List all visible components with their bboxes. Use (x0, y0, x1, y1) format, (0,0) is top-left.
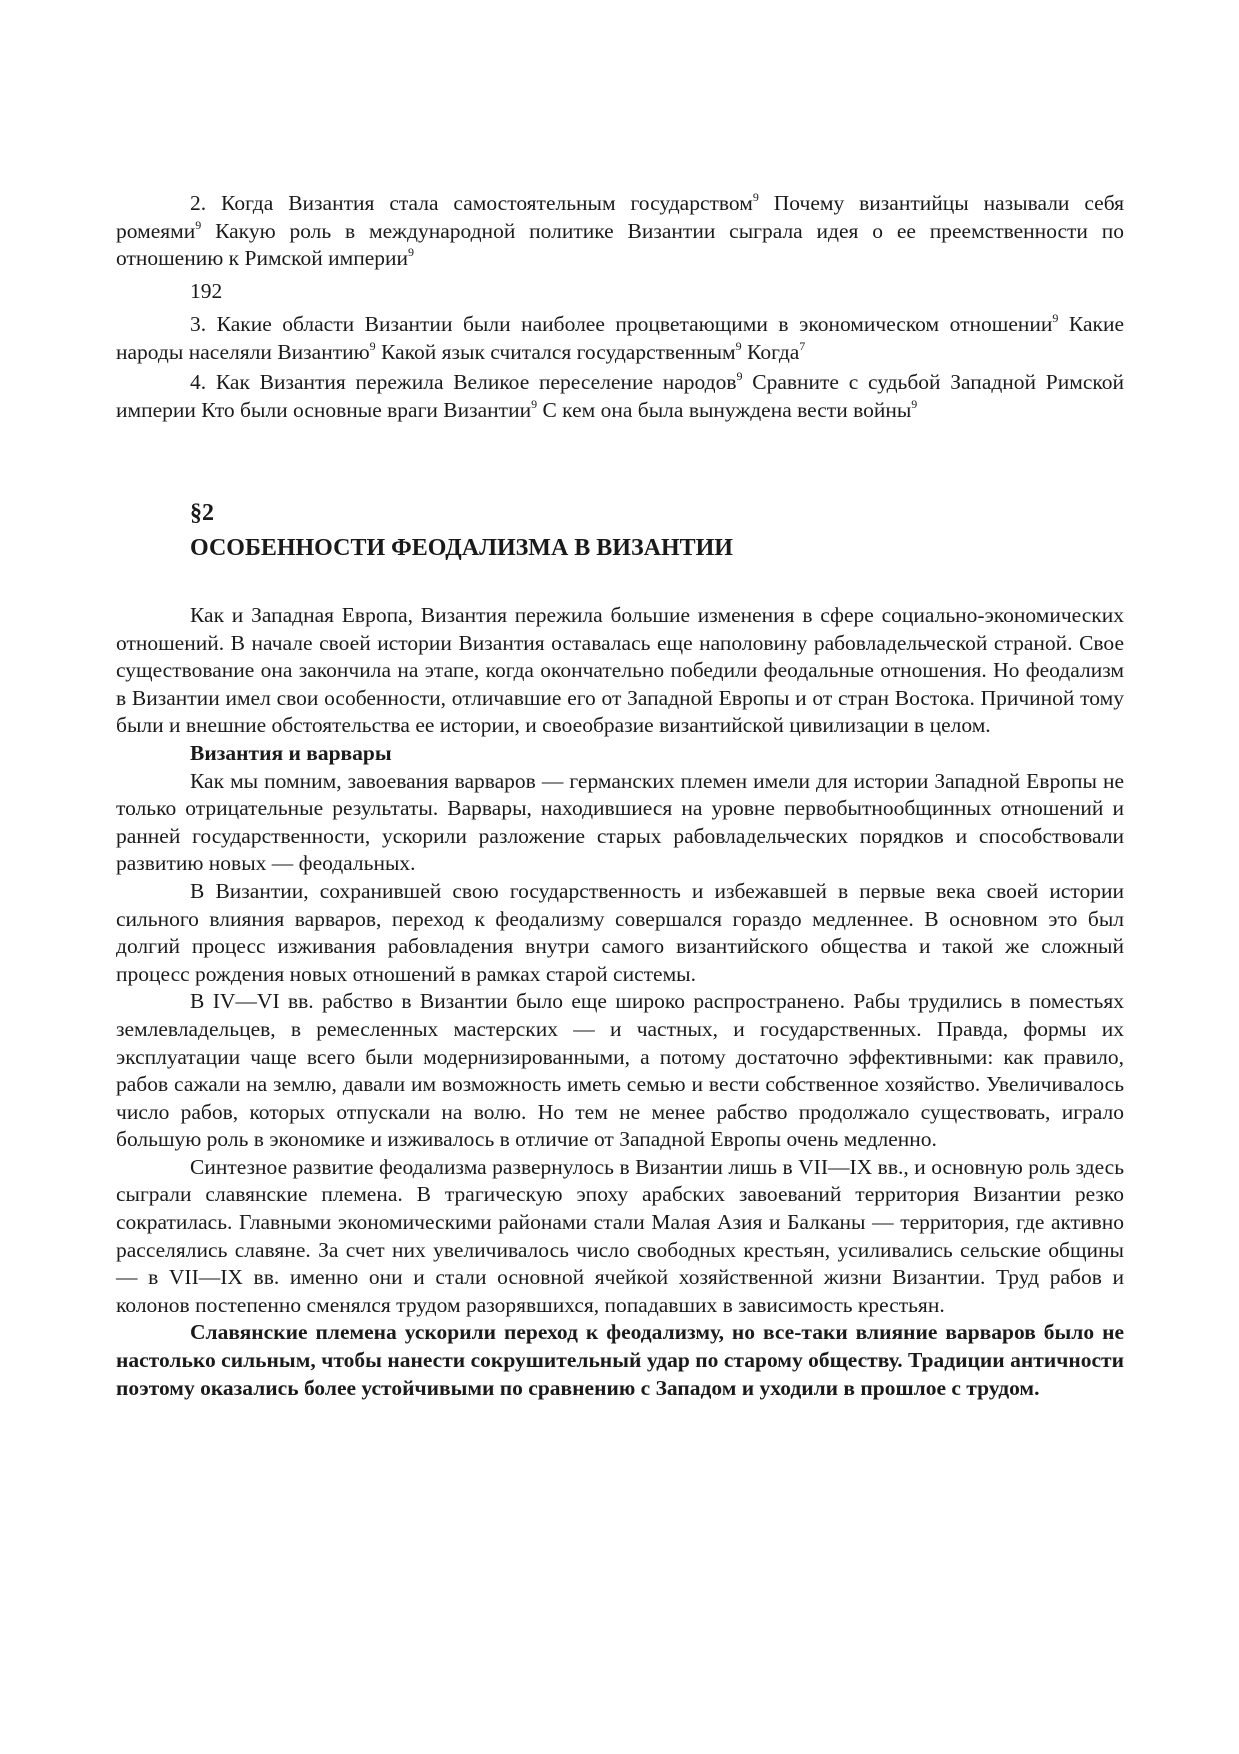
question-4-sup2: 9 (531, 396, 538, 411)
section-title: ОСОБЕННОСТИ ФЕОДАЛИЗМА В ВИЗАНТИИ (190, 535, 733, 561)
question-3-sup2: 9 (369, 338, 376, 353)
question-2-sup2: 9 (195, 217, 202, 232)
question-3 (116, 311, 1124, 366)
question-4-part1: 4. Как Византия пережила Великое переселение народов (190, 370, 737, 394)
section-body (116, 602, 1124, 1402)
question-4-sup1: 9 (736, 369, 743, 383)
question-2-part2: Почему византийцы называли себя ромеями (116, 191, 1124, 243)
question-2-sup1: 9 (752, 190, 759, 204)
question-2-part3: Какую роль в международной политике Византии сыграла идея о ее преемственности по отношению к Римской империи (116, 218, 1124, 271)
question-3-part2: Какие народы населяли Византию (116, 312, 1125, 364)
question-4 (116, 369, 1124, 424)
question-3-sup1: 9 (1052, 311, 1059, 325)
paragraph-1: Как мы помним, завоевания варваров — германских племен имели для истории Западной Европы не только отрицательные результаты. Варвары, находившиеся на уровне первобытнообщинных отношений и ранней государственности, ускорили разложение старых рабовладельческих порядков и способствовали развитию новых — феодальных. (116, 768, 1124, 876)
question-2-part1: 2. Когда Византия стала самостоятельным государством (190, 191, 753, 215)
paragraph-bold: Славянские племена ускорили переход к феодализму, но все-таки влияние варваров было не настолько сильным, чтобы нанести сокрушительный удар по старому обществу. Традиции античности поэтому оказались более устойчивыми по сравнению с Западом и уходили в прошлое с трудом. (116, 1320, 1124, 1400)
question-4-part3: С кем она была вынуждена вести войны (537, 397, 912, 422)
question-3-part4: Когда (741, 339, 800, 364)
question-4-sup3: 9 (911, 396, 918, 411)
question-2 (116, 190, 1124, 273)
paragraph-2: В Византии, сохранившей свою государственность и избежавшей в первые века своей истории сильного влияния варваров, переход к феодализму совершался гораздо медленнее. В основном это был долгий процесс изживания рабовладения внутри самого византийского общества и такой же сложный процесс рождения новых отношений в рамках старой системы. (116, 878, 1124, 986)
question-3-sup3: 9 (735, 338, 742, 353)
page-number: 192 (190, 279, 223, 303)
question-3-sup4: 7 (799, 338, 806, 353)
paragraph-intro: Как и Западная Европа, Византия пережила большие изменения в сфере социально-экономических отношений. В начале своей истории Византия оставалась еще наполовину рабовладельческой страной. Свое существование она закончила на этапе, когда окончательно победили феодальные отношения. Но феодализм в Византии имел свои особенности, отличавшие его от Западной Европы и от стран Востока. Причиной тому были и внешние обстоятельства ее истории, и своеобразие византийской цивилизации в целом. (116, 603, 1124, 738)
paragraph-3: В IV—VI вв. рабство в Византии было еще широко распространено. Рабы трудились в поместьях землевладельцев, в ремесленных мастерских — и частных, и государственных. Правда, формы их эксплуатации чаще всего были модернизированными, а потому достаточно эффективными: как правило, рабов сажали на землю, давали им возможность иметь семью и вести собственное хозяйство. Увеличивалось число рабов, которых отпускали на волю. Но тем не менее рабство продолжало существовать, играло большую роль в экономике и изживалось в отличие от Западной Европы очень медленно. (116, 989, 1124, 1152)
subheading: Византия и варвары (190, 740, 392, 765)
question-3-part1: 3. Какие области Византии были наиболее процветающими в экономическом отношении (190, 312, 1053, 336)
question-4-part2: Сравните с судьбой Западной Римской империи Кто были основные враги Византии (116, 370, 1125, 422)
section-number: §2 (190, 500, 214, 526)
paragraph-4: Синтезное развитие феодализма развернулось в Византии лишь в VII—IX вв., и основную роль здесь сыграли славянские племена. В трагическую эпоху арабских завоеваний территория Византии резко сократилась. Главными экономическими районами стали Малая Азия и Балканы — территория, где активно расселялись славяне. За счет них увеличивалось число свободных крестьян, усиливались сельские общины — в VII—IX вв. именно они и стали основной ячейкой хозяйственной жизни Византии. Труд рабов и колонов постепенно сменялся трудом разорявшихся, попадавших в зависимость крестьян. (116, 1154, 1124, 1317)
question-3-part3: Какой язык считался государственным (375, 339, 736, 364)
question-2-sup3: 9 (408, 245, 415, 260)
